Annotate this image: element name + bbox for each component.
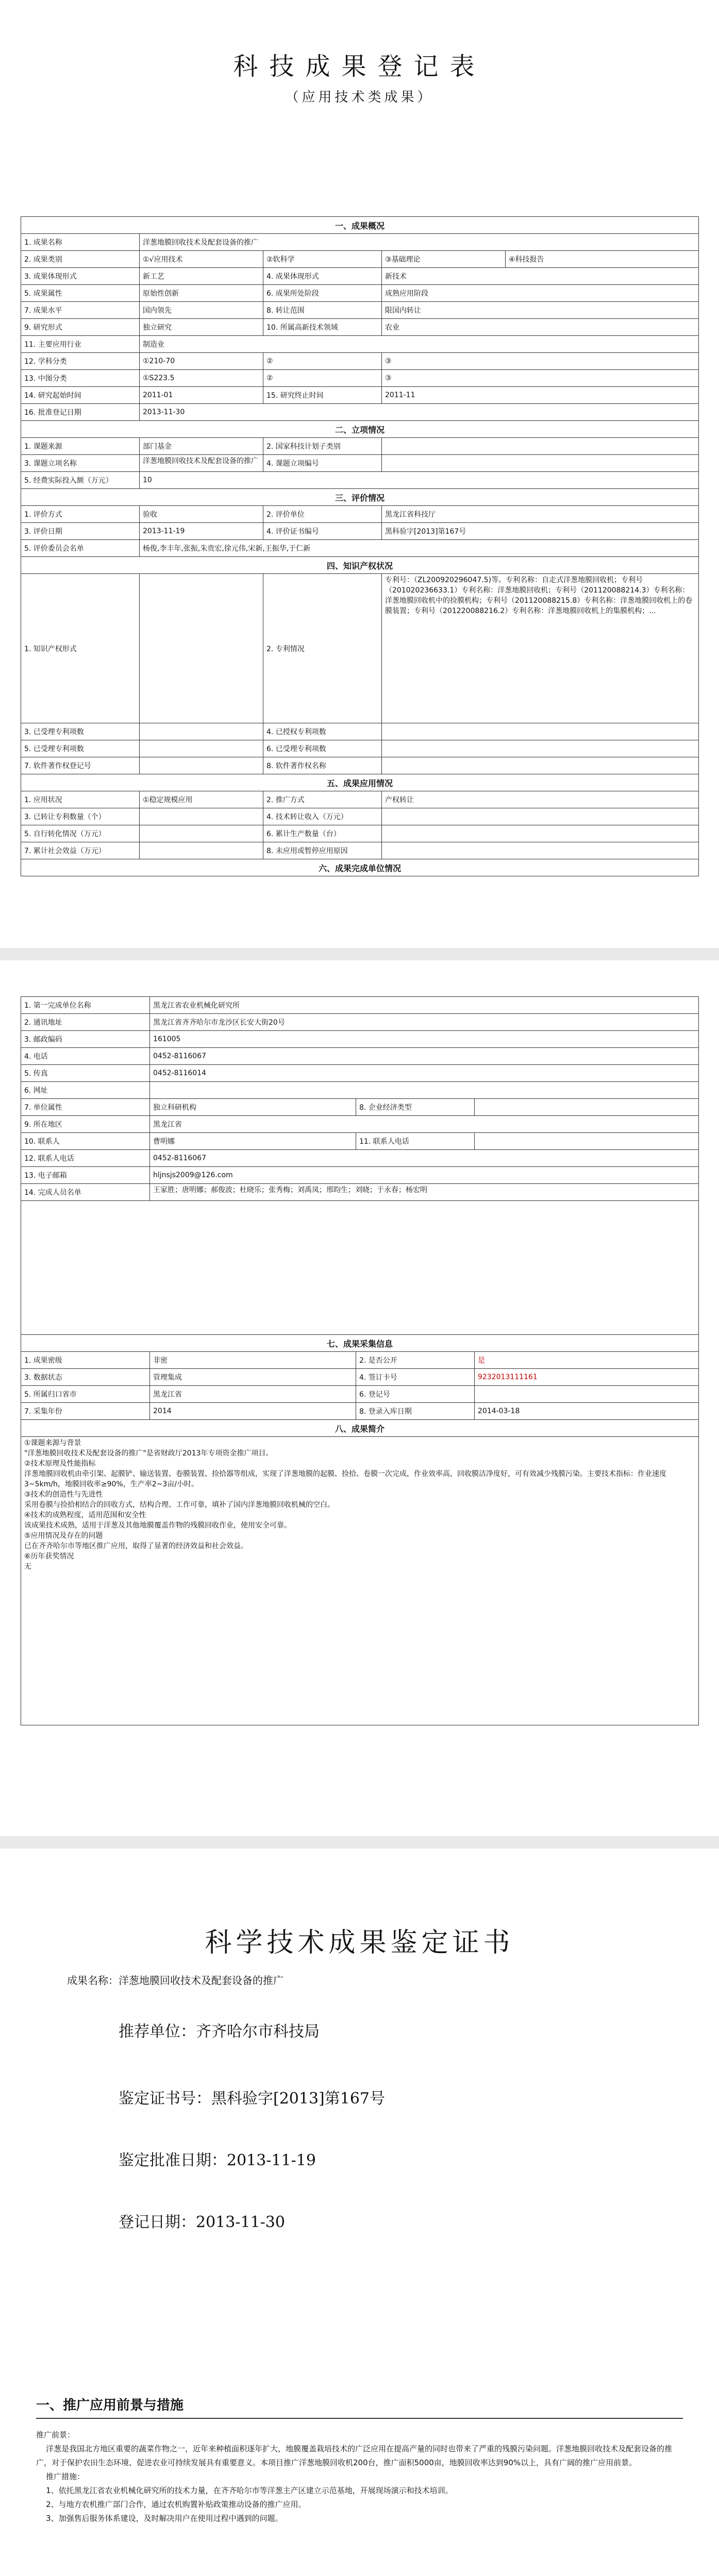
cert-name-label: 成果名称：: [67, 1974, 119, 1987]
field-value: 2014: [150, 1403, 356, 1420]
field-label: 7. 采集年份: [21, 1403, 150, 1420]
field-value: 黑龙江省: [150, 1116, 699, 1133]
field-label: 2. 是否公开: [356, 1352, 475, 1369]
field-label: 1. 应用状况: [21, 791, 140, 808]
field-label: 14. 研究起始时间: [21, 387, 140, 404]
field-value: 黑龙江省: [150, 1386, 356, 1403]
field-value: [140, 574, 263, 723]
field-label: 6. 登记号: [356, 1386, 475, 1403]
field-label: 1. 成果密级: [21, 1352, 150, 1369]
field-value: [150, 1082, 699, 1099]
field-label: 3. 已受理专利项数: [21, 723, 140, 740]
field-value: [140, 757, 263, 774]
form-table-1: [21, 216, 699, 876]
field-value: 农业: [382, 319, 699, 336]
field-label: 4. 签订卡号: [356, 1369, 475, 1386]
field-value: 0452-8116067: [150, 1150, 699, 1167]
field-label: 7. 单位属性: [21, 1099, 150, 1116]
field-label: 6. 网址: [21, 1082, 150, 1099]
field-label: 7. 累计社会效益（万元）: [21, 842, 140, 859]
field-label: 6. 已受理专利项数: [263, 740, 382, 757]
field-value: ①√应用技术: [140, 251, 263, 268]
certificate-title: 科学技术成果鉴定证书: [205, 1927, 514, 1958]
field-label: 4. 评价证书编号: [263, 523, 382, 540]
field-value: 验收: [140, 506, 263, 523]
cert-org-label: 推荐单位：: [119, 2023, 196, 2041]
field-label: 15. 研究终止时间: [263, 387, 382, 404]
field-value: 161005: [150, 1031, 699, 1048]
section-heading: 一、成果概况: [21, 217, 699, 234]
cert-date1-label: 鉴定批准日期：: [119, 2151, 227, 2170]
field-value: ②: [263, 370, 382, 387]
field-label: 3. 数据状态: [21, 1369, 150, 1386]
field-label: 5. 评价委员会名单: [21, 540, 140, 557]
field-value: [140, 825, 263, 842]
field-label: 11. 主要应用行业: [21, 336, 140, 353]
field-label: 9. 研究形式: [21, 319, 140, 336]
section-heading: 八、成果简介: [21, 1420, 699, 1437]
field-label: 8. 软件著作权名称: [263, 757, 382, 774]
cert-date1-line: [119, 2147, 316, 2170]
field-label: 8. 转让范围: [263, 302, 382, 319]
field-value: [475, 1133, 699, 1150]
cert-no-label: 鉴定证书号：: [119, 2090, 211, 2108]
field-value: 原始性创新: [140, 285, 263, 302]
field-label: 5. 已受理专利项数: [21, 740, 140, 757]
field-value: [382, 455, 699, 472]
field-label: 10. 所属高新技术领域: [263, 319, 382, 336]
field-label: 7. 软件著作权登记号: [21, 757, 140, 774]
field-value: 新技术: [382, 268, 699, 285]
field-label: 2. 推广方式: [263, 791, 382, 808]
field-label: 9. 所在地区: [21, 1116, 150, 1133]
field-value: 2011-01: [140, 387, 263, 404]
field-value: 新工艺: [140, 268, 263, 285]
cert-name-line: [67, 1972, 283, 1987]
field-value: [382, 438, 699, 455]
field-value: hljnsjs2009@126.com: [150, 1167, 699, 1184]
field-label: 4. 技术转让收入（万元）: [263, 808, 382, 825]
field-label: 3. 成果体现形式: [21, 268, 140, 285]
field-value: 王家胜；唐明娜；郝俊波；杜晓乐；张秀梅；刘禹凤；邢昀生；刘晓；于永春；杨宏明: [150, 1184, 699, 1201]
field-value: 独立研究: [140, 319, 263, 336]
field-label: 13. 电子邮箱: [21, 1167, 150, 1184]
field-value: [382, 825, 699, 842]
section-heading: 七、成果采集信息: [21, 1335, 699, 1352]
field-label: 2. 专利情况: [263, 574, 382, 723]
field-value: 国内领先: [140, 302, 263, 319]
field-value: 黑龙江省齐齐哈尔市龙沙区长安大街20号: [150, 1014, 699, 1031]
field-value: [382, 842, 699, 859]
field-label: 13. 中图分类: [21, 370, 140, 387]
cert-org-value: 齐齐哈尔市科技局: [196, 2023, 320, 2041]
section-heading: 一、推广应用前景与措施: [36, 2398, 184, 2413]
field-label: 4. 电话: [21, 1048, 150, 1065]
form-page-2: [0, 960, 719, 1836]
field-value: 黑龙江省科技厅: [382, 506, 699, 523]
field-label: 3. 评价日期: [21, 523, 140, 540]
field-value: 洋葱地膜回收技术及配套设备的推广: [140, 455, 263, 472]
field-label: 4. 成果体现形式: [263, 268, 382, 285]
section-heading: 三、评价情况: [21, 489, 699, 506]
field-label: 8. 未应用或暂停应用原因: [263, 842, 382, 859]
field-value: 2013-11-30: [140, 404, 699, 421]
field-value: 是: [475, 1352, 699, 1369]
field-value: 2014-03-18: [475, 1403, 699, 1420]
field-value: [382, 808, 699, 825]
field-value: 2013-11-19: [140, 523, 263, 540]
field-label: 5. 传真: [21, 1065, 150, 1082]
field-value: ③基础理论: [382, 251, 506, 268]
field-label: 1. 第一完成单位名称: [21, 997, 150, 1014]
cert-date2-line: [119, 2209, 285, 2232]
field-label: 16. 批准登记日期: [21, 404, 140, 421]
field-value: 9232013111161: [475, 1369, 699, 1386]
field-value: [475, 1386, 699, 1403]
field-value: 独立科研机构: [150, 1099, 356, 1116]
field-value: 杨俊,李丰年,张振,朱贵宏,徐元伟,宋新,王振华,于仁新: [140, 540, 699, 557]
field-label: 2. 通讯地址: [21, 1014, 150, 1031]
field-label: 12. 联系人电话: [21, 1150, 150, 1167]
field-label: 8. 登录入库日期: [356, 1403, 475, 1420]
field-value: 部门基金: [140, 438, 263, 455]
cert-name-value: 洋葱地膜回收技术及配套设备的推广: [119, 1974, 283, 1987]
page-separator: [0, 1836, 719, 1849]
field-label: 5. 所属归口省市: [21, 1386, 150, 1403]
field-label: 2. 国家科技计划子类别: [263, 438, 382, 455]
divider: [36, 2418, 683, 2419]
field-value: 10: [140, 472, 699, 489]
section-text: 推广前景： 洋葱是我国北方地区重要的蔬菜作物之一，近年来种植面积逐年扩大，地膜覆盖栽培技术的广泛应用在提高产量的同时也带来了严重的残膜污染问题。洋葱地膜回收技术及配套设备的推广，对于保护农田生态环境、促进农业可持续发展具有重要意义。本项目推广洋葱地膜回收机200台，推广面积5000亩，地膜回收率达到90%以上，具有广阔的推广应用前景。 推广措施： 1、依托黑龙江省农业机械化研究所的技术力量，在齐齐哈尔市等洋葱主产区建立示范基地，开展现场演示和技术培训。 2、与地方农机推广部门合作，通过农机购置补贴政策推动设备的推广应用。 3、加强售后服务体系建设，及时解决用户在使用过程中遇到的问题。: [36, 2430, 673, 2523]
field-value: ①S223.5: [140, 370, 263, 387]
field-label: 1. 评价方式: [21, 506, 140, 523]
field-value: [382, 757, 699, 774]
field-value: ④科技报告: [506, 251, 699, 268]
field-label: 12. 学科分类: [21, 353, 140, 370]
field-label: 10. 联系人: [21, 1133, 150, 1150]
field-label: 1. 知识产权形式: [21, 574, 140, 723]
field-label: 3. 课题立项名称: [21, 455, 140, 472]
field-value: [475, 1099, 699, 1116]
field-label: 2. 评价单位: [263, 506, 382, 523]
field-value: 成熟应用阶段: [382, 285, 699, 302]
section-heading: 六、成果完成单位情况: [21, 859, 699, 876]
field-value: [140, 723, 263, 740]
field-value: ③: [382, 370, 699, 387]
field-label: 3. 已转让专利数量（个）: [21, 808, 140, 825]
page-separator: [0, 948, 719, 960]
section-heading: 五、成果应用情况: [21, 774, 699, 791]
field-value: 2011-11: [382, 387, 699, 404]
field-label: 3. 邮政编码: [21, 1031, 150, 1048]
form-subtitle: （应用技术类成果）: [285, 90, 434, 105]
cert-no-line: [119, 2086, 385, 2108]
form-table-2: [21, 996, 699, 1725]
field-value: 产权转让: [382, 791, 699, 808]
field-label: 5. 经费实际投入额（万元）: [21, 472, 140, 489]
field-label: 5. 自行转化情况（万元）: [21, 825, 140, 842]
field-value: 限国内转让: [382, 302, 699, 319]
field-label: 1. 成果名称: [21, 234, 140, 251]
field-label: 4. 已授权专利项数: [263, 723, 382, 740]
cert-date1-value: 2013-11-19: [227, 2151, 316, 2170]
field-value: [140, 740, 263, 757]
field-label: 6. 累计生产数量（台）: [263, 825, 382, 842]
certificate-page: [0, 1849, 719, 2576]
field-value: 0452-8116067: [150, 1048, 699, 1065]
field-value: 曹明娜: [150, 1133, 356, 1150]
field-label: 1. 课题来源: [21, 438, 140, 455]
cert-no-value: 黑科验字[2013]第167号: [211, 2090, 386, 2108]
field-value: [382, 740, 699, 757]
field-value: 0452-8116014: [150, 1065, 699, 1082]
field-label: 4. 课题立项编号: [263, 455, 382, 472]
field-value: ②: [263, 353, 382, 370]
field-value: 黑科验字[2013]第167号: [382, 523, 699, 540]
form-title: 科技成果登记表: [233, 52, 486, 81]
field-label: 6. 成果所处阶段: [263, 285, 382, 302]
field-value: [382, 723, 699, 740]
field-value: ③: [382, 353, 699, 370]
field-value: 制造业: [140, 336, 699, 353]
cert-date2-label: 登记日期：: [119, 2213, 196, 2231]
field-value: ②软科学: [263, 251, 382, 268]
field-value: 管理集成: [150, 1369, 356, 1386]
field-label: 8. 企业经济类型: [356, 1099, 475, 1116]
field-label: 7. 成果水平: [21, 302, 140, 319]
field-value: [140, 842, 263, 859]
cert-org-line: [119, 2019, 320, 2041]
field-value: 洋葱地膜回收技术及配套设备的推广: [140, 234, 699, 251]
field-value: ①210-70: [140, 353, 263, 370]
field-label: 11. 联系人电话: [356, 1133, 475, 1150]
field-label: 2. 成果类别: [21, 251, 140, 268]
field-label: 14. 完成人员名单: [21, 1184, 150, 1201]
field-value: 非密: [150, 1352, 356, 1369]
summary-text: ①课题来源与背景 "洋葱地膜回收技术及配套设备的推广"是省财政厅2013年专项资金推广项目。 ②技术原理及性能指标 洋葱地膜回收机由牵引架、起膜铲、输送装置、卷膜装置、捡拾器等组成，实现了洋葱地膜的起膜、捡拾、卷膜一次完成，作业效率高，回收膜洁净度好，可有效减少残膜污染。主要技术指标：作业速度3~5km/h，地膜回收率≥90%，生产率2~3亩/小时。 ③技术的创造性与先进性 采用卷膜与捡拾相结合的回收方式，结构合理、工作可靠，填补了国内洋葱地膜回收机械的空白。 ④技术的成熟程度，适用范围和安全性 该成果技术成熟，适用于洋葱及其他地膜覆盖作物的残膜回收作业，使用安全可靠。 ⑤应用情况及存在的问题 已在齐齐哈尔市等地区推广应用，取得了显著的经济效益和社会效益。 ⑥历年获奖情况 无: [21, 1437, 699, 1725]
field-label: 5. 成果属性: [21, 285, 140, 302]
form-page-1: [0, 0, 719, 943]
field-value: 黑龙江省农业机械化研究所: [150, 997, 699, 1014]
patent-list: 专利号：（ZL200920296047.5)等。专利名称：自走式洋葱地膜回收机；专利号（201020236633.1）专利名称：洋葱地膜回收机；专利号（201120088214.3）专利名称：洋葱地膜回收机中的捡膜机构；专利号（201120088215.8）专利名称：洋葱地膜回收机上的卷膜装置；专利号（201220088216.2）专利名称：洋葱地膜回收机上的集膜机构；...: [382, 574, 699, 723]
section-heading: 二、立项情况: [21, 421, 699, 438]
cert-date2-value: 2013-11-30: [196, 2213, 285, 2231]
field-value: [140, 808, 263, 825]
section-heading: 四、知识产权状况: [21, 557, 699, 574]
field-value: ①稳定规模应用: [140, 791, 263, 808]
unit-description-cell: [21, 1201, 699, 1335]
